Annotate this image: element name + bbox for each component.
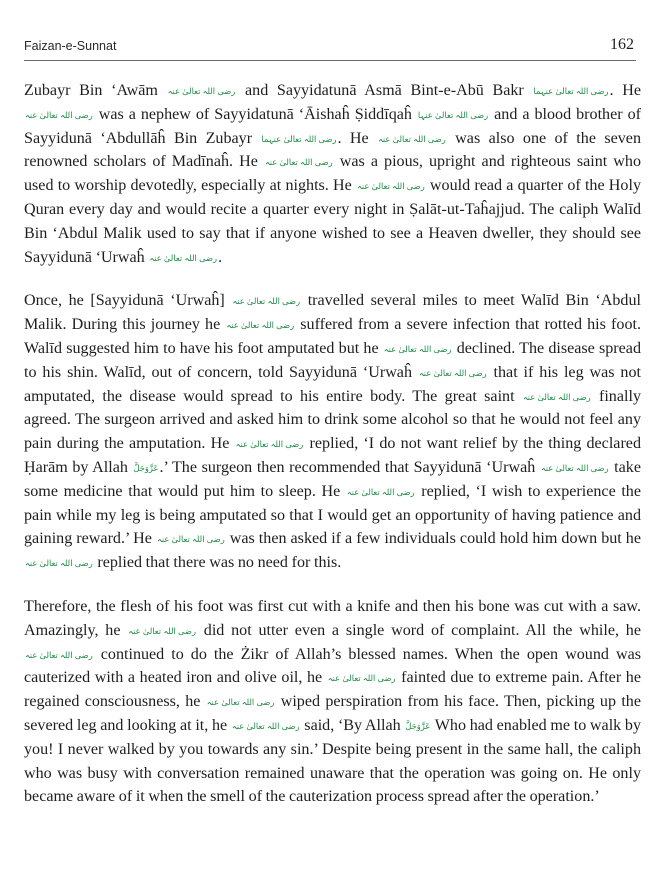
page-number: 162	[610, 36, 634, 53]
text-run: was also one of the seven renowned scholars of Madīnaĥ. He	[24, 129, 641, 171]
text-run: fainted due to extreme pain. After he regained consciousness, he	[24, 669, 641, 711]
radiyallahu-honorific: رضی اللہ تعالیٰ عنہا	[417, 109, 489, 120]
text-run: was then asked if a few individuals could hold him down but he	[225, 530, 641, 548]
radiyallahu-honorific: رضی اللہ تعالیٰ عنہ	[156, 534, 225, 545]
text-run: and a blood brother of Sayyidunā ‘Abdullāĥ Bin Zubayr	[24, 105, 641, 147]
radiyallahu-honorific: رضی اللہ تعالیٰ عنہ	[418, 367, 487, 378]
book-title: Faizan-e-Sunnat	[24, 39, 117, 53]
text-run: Zubayr Bin ‘Awām	[24, 82, 167, 99]
text-run: finally agreed. The surgeon arrived and asked him to drink some alcohol so that he would not feel any pain during the amputation. He	[24, 387, 641, 453]
text-run: suffered from a severe infection that rotted his foot. Walīd suggested him to have his foot amputated but he	[24, 316, 642, 357]
text-run: was a nephew of Sayyidatunā ‘Āishaĥ Ṣiddīqaĥ	[93, 105, 417, 123]
text-run: .	[218, 248, 223, 266]
radiyallahu-honorific: رضی اللہ تعالیٰ عنہ	[383, 343, 452, 354]
radiyallahu-honorific: رضی اللہ تعالیٰ عنہ	[232, 296, 301, 307]
paragraph	[24, 79, 641, 269]
radiyallahu-honorific: رضی اللہ تعالیٰ عنہ	[25, 109, 93, 120]
text-run: continued to do the Żikr of Allah’s blessed names. When the open wound was cauterized with a heated iron and olive oil, he	[24, 645, 641, 687]
text-run: replied, ‘I wish to experience the pain while my leg is being amputated so that I would get an opportunity of having patience and gaining reward.’ He	[24, 482, 641, 548]
text-run: Once, he [Sayyidunā ‘Urwaĥ]	[24, 292, 232, 310]
radiyallahu-honorific: رضی اللہ تعالیٰ عنہ	[540, 462, 609, 473]
radiyallahu-honorific: رضی اللہ تعالیٰ عنہ	[167, 86, 236, 96]
azza-wajal-honorific: عَزَّوَجَلَّ	[405, 720, 431, 731]
paragraph	[24, 289, 641, 575]
radiyallahu-honorific: رضی اللہ تعالیٰ عنہ	[346, 486, 415, 497]
radiyallahu-honorific: رضی اللہ تعالیٰ عنہ	[25, 558, 93, 569]
radiyallahu-honorific: رضی اللہ تعالیٰ عنہ	[264, 157, 333, 168]
radiyallahu-honorific: رضی اللہ تعالیٰ عنہ	[231, 720, 300, 731]
text-run: wiped perspiration from his face. Then, picking up the severed leg and looking at it, he	[24, 693, 641, 734]
radiyallahu-honorific: رضی اللہ تعالیٰ عنہ	[327, 673, 396, 684]
radiyallahu-honorific: رضی اللہ تعالیٰ عنہ	[226, 320, 295, 331]
radiyallahu-honorific: رضی اللہ تعالیٰ عنہ	[206, 697, 275, 708]
text-run: Therefore, the flesh of his foot was first cut with a knife and then his bone was cut with a saw. Amazingly, he	[24, 597, 641, 639]
text-run: take some medicine that would put him to sleep. He	[24, 458, 641, 500]
paragraph	[24, 595, 641, 809]
radiyallahu-honorific: رضی اللہ تعالیٰ عنہ	[128, 625, 196, 636]
azza-wajal-honorific: عَزَّوَجَلَّ	[133, 462, 159, 473]
text-run: . He	[609, 82, 641, 99]
text-run: .’ The surgeon then recommended that Sayyidunā ‘Urwaĥ	[159, 458, 540, 476]
radiyallahu-honorific: رضی اللہ تعالیٰ عنہ	[235, 439, 304, 450]
radiyallahu-honorific: رضی اللہ تعالیٰ عنہ	[378, 133, 446, 144]
radiyallahu-honorific: رضی اللہ تعالیٰ عنہما	[261, 133, 337, 144]
text-run: travelled several miles to meet Walīd Bin ‘Abdul Malik. During this journey he	[24, 292, 641, 334]
text-run: declined. The disease spread to his shin. Walīd, out of concern, told Sayyidunā ‘Urwaĥ	[24, 339, 641, 381]
text-run: Who had enabled me to walk by you! I never walked by you towards any sin.’ Despite being present in the same hall, the caliph who was busy with conversation remained unaware that the operation was going on. He only became aware of it when the smell of the cauterization process spread after the operation.’	[24, 716, 642, 806]
text-run: was a pious, upright and righteous saint who used to worship devotedly, especially at nights. He	[24, 153, 642, 195]
radiyallahu-honorific: رضی اللہ تعالیٰ عنہ	[522, 391, 591, 402]
text-run: would read a quarter of the Holy Quran every day and would recite a quarter every night in Ṣalāt-ut-Taĥajjud. The caliph Walīd Bin ‘Abdul Malik used to say that if anyone wished to see a Heaven dweller, they should see Sayyidunā ‘Urwaĥ	[24, 177, 641, 266]
text-run: that if his leg was not amputated, the disease would spread to his entire body. The great saint	[24, 363, 641, 405]
text-run: . He	[337, 129, 378, 147]
text-run: and Sayyidatunā Asmā Bint-e-Abū Bakr	[236, 82, 533, 99]
body-text	[24, 79, 641, 829]
radiyallahu-honorific: رضی اللہ تعالیٰ عنہ	[149, 252, 218, 263]
radiyallahu-honorific: رضی اللہ تعالیٰ عنہ	[25, 649, 93, 660]
text-run: replied, ‘I do not want relief by the thing declared Ḥarām by Allah	[24, 435, 641, 476]
text-run: said, ‘By Allah	[300, 716, 405, 734]
radiyallahu-honorific: رضی اللہ تعالیٰ عنہما	[533, 86, 609, 96]
text-run: replied that there was no need for this.	[93, 554, 342, 572]
radiyallahu-honorific: رضی اللہ تعالیٰ عنہ	[356, 181, 425, 192]
text-run: did not utter even a single word of complaint. All the while, he	[197, 621, 641, 639]
page-header	[24, 36, 636, 61]
